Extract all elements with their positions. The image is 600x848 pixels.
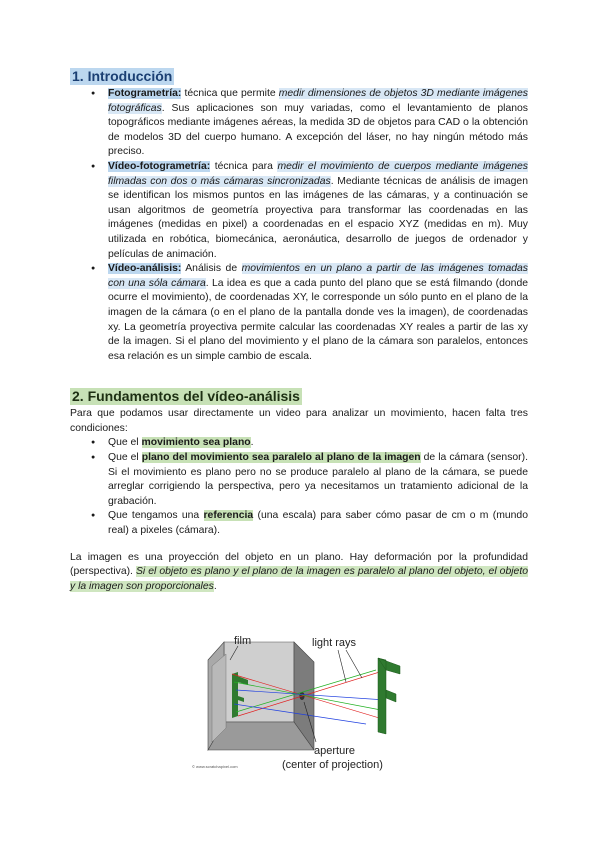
section-heading-introduccion: 1. Introducción: [72, 68, 173, 84]
item-text: . La idea es que a cada punto del plano que se está filmando (donde ocurre el movimiento), de coordenadas XY, le corresponde un sólo punto en el plano de la imagen de la cámara (o en el plano de la pantalla donde ves la imagen), de coordenadas xy. La geometría proyectiva permite calcular las coordenadas XY reales a partir de las xy de la imagen. Si el plano del movimiento y el plano de la cámara son paralelos, entonces esa relación es un simple cambio de escala.: [108, 277, 528, 362]
document-page: [70, 68, 528, 594]
list-item-video-fotogrametria: [108, 160, 528, 262]
introduccion-list: [70, 87, 528, 364]
fundamentos-intro: Para que podamos usar directamente un video para analizar un movimiento, hacen falta tres condiciones:: [70, 408, 528, 434]
highlight-text: medir el movimiento de cuerpos mediante imágenes filmadas con dos o más cámaras sincronizadas: [108, 160, 528, 187]
item-text: . Mediante técnicas de análisis de imagen se identifican los mismos puntos en las imágenes de las cámaras, y a continuación se usan algoritmos de geometría proyectiva para transformar las coordenadas en las imágenes (medidas en pixel) a coordenadas en el espacio XYZ (medidas en m). Muy utilizada en robótica, biomecánica, aeronáutica, desarrollo de juegos de ordenador y películas de animación.: [108, 175, 528, 260]
term-fotogrametria: Fotogrametría:: [108, 88, 182, 99]
condiciones-list: [70, 436, 528, 538]
highlight-text: movimiento sea plano: [141, 437, 251, 449]
closing-text: La imagen es una proyección del objeto en un plano. Hay deformación por la profundidad (perspectiva).: [70, 551, 528, 578]
list-item-condicion-3: [108, 509, 528, 538]
list-item-condicion-1: [108, 436, 528, 451]
item-text: Análisis de: [181, 263, 242, 275]
label-light-rays: light rays: [312, 637, 357, 649]
item-text: técnica para: [210, 160, 278, 172]
list-item-fotogrametria: [108, 87, 528, 160]
item-text: Que tengamos una: [108, 510, 204, 522]
label-aperture: aperture: [314, 745, 355, 757]
rays-leader-1: [338, 650, 346, 682]
item-text: de la cámara (sensor). Si el movimiento es plano pero no se produce paralelo al plano de la cámara, se puede arreglar corrigiendo la perspectiva, pero ya necesitamos un tratamiento adicional de la grabación.: [108, 452, 528, 507]
film-plane: [212, 654, 226, 742]
item-text: técnica que permite: [181, 88, 279, 99]
closing-highlight: Si el objeto es plano y el plano de la imagen es paralelo al plano del objeto, el objeto y la imagen son proporcionales: [70, 566, 528, 592]
item-text: Que el: [108, 452, 142, 464]
item-text: . Sus aplicaciones son muy variadas, como el levantamiento de planos topográficos mediante imágenes aéreas, la medida 3D de objetos para CAD o la obtención de modelos 3D del cuerpo humano. A excepción del láser, no hay ningún método más preciso.: [108, 102, 528, 158]
list-item-condicion-2: [108, 451, 528, 509]
figure-credit: © www.scratchapixel.com: [192, 764, 238, 769]
label-center-of-projection: (center of projection): [282, 759, 383, 771]
object-letter: [378, 658, 400, 734]
highlight-text: medir dimensiones de objetos 3D mediante imágenes fotográficas: [108, 88, 528, 114]
item-text: .: [250, 437, 254, 449]
highlight-text: plano del movimiento sea paralelo al plano de la imagen: [141, 452, 421, 464]
closing-text-end: .: [213, 580, 217, 592]
section-heading-fundamentos: 2. Fundamentos del vídeo-análisis: [72, 388, 300, 405]
closing-paragraph: [70, 551, 528, 595]
item-text: (una escala) para saber cómo pasar de cm o m (mundo real) a pixeles (cámara).: [108, 510, 528, 537]
label-film: film: [234, 635, 252, 647]
list-item-video-analisis: [108, 262, 528, 364]
item-text: Que el: [108, 437, 142, 449]
term-video-analisis: Vídeo-análisis:: [108, 263, 182, 275]
rays-leader-2: [346, 650, 362, 678]
term-video-fotogrametria: Vídeo-fotogrametría:: [108, 160, 211, 172]
highlight-text: movimientos en un plano a partir de las imágenes tomadas con una sóla cámara: [108, 263, 528, 289]
pinhole-camera-figure: [186, 630, 416, 774]
highlight-text: referencia: [203, 510, 254, 522]
